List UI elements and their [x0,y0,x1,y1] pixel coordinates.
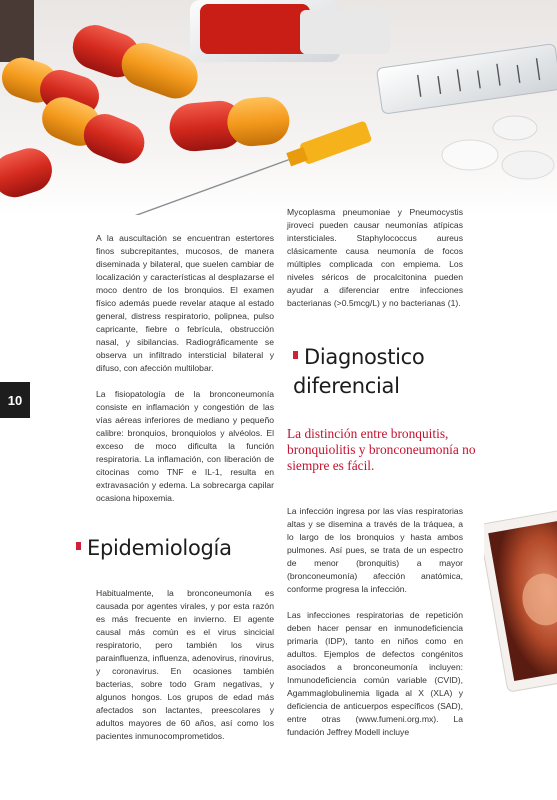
section-heading-diagnostico [293,343,463,401]
heading-text: Epidemiología [87,536,232,560]
paragraph: Mycoplasma pneumoniae y Pneumocystis jiroveci pueden causar neumonías atípicas intersticiales. Staphylococcus aureus clásicamente causa neumonía de focos múltiples complicada con empiema. Los niveles séricos de procalcitonina pueden ayudar a diferenciar entre infecciones bacterianas (>0.5mcg/L) y no bacterianas (1). [287,207,463,308]
paragraph: Habitualmente, la bronconeumonía es causada por agentes virales, y por esta razón es más frecuente en invierno. El agente causal más común es el virus sincicial respiratorio, pero también los virus parainfluenza, influenza, adenovirus, rinovirus, y coronavirus. En ocasiones también bacterias, sobre todo Gram negativas, y algunos hongos. Los grupos de edad más afectados son lactantes, preescolares y adultos mayores de 60 años, así como los pacientes inmunocomprometidos. [96,588,274,741]
heading-bullet [76,542,81,550]
side-photo-tissue [484,498,557,698]
left-column [96,232,274,518]
page-number: 10 [7,392,23,408]
page-number-tab [0,382,30,418]
right-column [287,206,463,323]
section-heading-epidemiologia [76,534,276,563]
hero-image-pills-syringe [0,0,557,215]
paragraph: A la auscultación se encuentran estertores finos subcrepitantes, mucosos, de manera diseminada y bilateral, que suelen cambiar de localización y características al desplazarse el moco dentro de los bronquios. El examen físico además puede revelar ataque al estado general, distress respiratorio, polipnea, pulso capricante, fiebre o febrícula, obstrucción nasal, y sibilancias. Radiográficamente se observa un infiltrado intersticial bilateral y difuso, con afección multilobar. [96,233,274,373]
paragraph: Las infecciones respiratorias de repetición deben hacer pensar en inmunodeficiencia primaria (IDP), tanto en niños como en adultos. Ejemplos de defectos congénitos asociados a bronconeumonía incluyen: Inmunodeficiencia común variable (CVID), Agammaglobulinemia ligada al X (XLA) y deficiencia de anticuerpos específicos (SAD), entre otras (www.fumeni.org.mx). La fundación Jeffrey Modell incluye [287,610,463,737]
paragraph: La infección ingresa por las vías respiratorias altas y se disemina a través de la tráquea, a lo largo de los bronquios y hasta ambos pulmones. Así pues, se trata de un espectro de menor (bronquitis) a mayor (bronconeumonía) afección anatómica, conforme progresa la infección. [287,506,463,594]
pull-quote: La distinción entre bronquitis, bronquiolitis y bronconeumonía no siempre es fácil. [287,426,476,473]
epidemiologia-body [96,587,274,756]
heading-text: Diagnostico diferencial [293,345,425,398]
paragraph: La fisiopatología de la bronconeumonía consiste en inflamación y congestión de las vías aéreas inferiores de mediano y pequeño calibre: bronquios, bronquiolos y alvéolos. El exceso de moco dificulta la función respiratoria. La inflamación, con liberación de citocinas como TNF e IL-1, resulta en extravasación y edema. La sobrecarga capilar ocasiona hipoxemia. [96,389,274,503]
diagnostico-body [287,505,463,752]
heading-bullet [293,351,298,359]
